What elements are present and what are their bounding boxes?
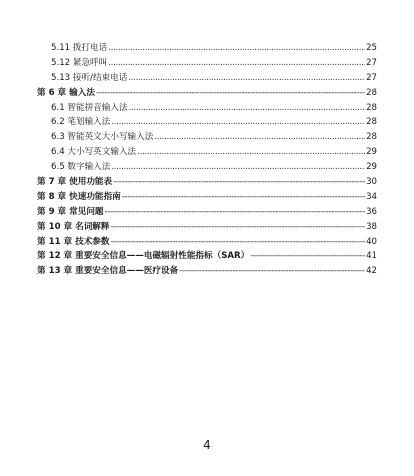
toc-entry[interactable] (37, 71, 377, 86)
toc-entry-page: 29 (366, 162, 377, 173)
toc-entry-page: 34 (366, 191, 377, 202)
toc-entry[interactable] (37, 130, 377, 145)
toc-chapter-entry[interactable] (37, 249, 377, 264)
toc-chapter-entry[interactable] (37, 220, 377, 235)
toc-entry-page: 27 (366, 72, 377, 83)
toc-entry-page: 38 (366, 221, 377, 232)
dot-leader (108, 56, 365, 71)
toc-entry-page: 28 (366, 87, 377, 98)
toc-entry-title: 6.3 智能英文大小写输入法 (51, 132, 154, 143)
toc-entry-title: 6.2 笔划输入法 (51, 117, 111, 128)
toc-entry[interactable] (37, 56, 377, 71)
dash-leader (113, 175, 365, 190)
toc-entry-page: 28 (366, 132, 377, 143)
toc-entry-page: 29 (366, 147, 377, 158)
toc-entry[interactable] (37, 41, 377, 56)
toc-entry[interactable] (37, 101, 377, 116)
toc-chapter-entry[interactable] (37, 264, 377, 279)
dash-leader (105, 205, 366, 220)
toc-entry-page: 30 (366, 177, 377, 188)
dash-leader (111, 235, 366, 250)
toc-entry[interactable] (37, 160, 377, 175)
table-of-contents (37, 41, 377, 279)
toc-entry-title: 5.12 紧急呼叫 (51, 57, 108, 68)
dash-leader (122, 190, 365, 205)
dot-leader (108, 41, 365, 56)
dash-leader (179, 264, 365, 279)
toc-entry-page: 42 (366, 266, 377, 277)
toc-entry-title: 6.1 智能拼音输入法 (51, 102, 128, 113)
dot-leader (111, 115, 365, 130)
toc-chapter-title: 第 11 章 技术参数 (37, 236, 110, 247)
dot-leader (154, 130, 365, 145)
toc-entry-page: 28 (366, 117, 377, 128)
toc-chapter-entry[interactable] (37, 175, 377, 190)
dot-leader (137, 145, 365, 160)
toc-entry-page: 27 (366, 57, 377, 68)
dash-leader (250, 249, 365, 264)
toc-chapter-title: 第 13 章 重要安全信息——医疗设备 (37, 266, 179, 277)
page-number: 4 (203, 438, 211, 452)
toc-chapter-title: 第 12 章 重要安全信息——电磁辐射性能指标（SAR） (37, 251, 250, 262)
toc-entry-page: 28 (366, 102, 377, 113)
dash-leader (111, 220, 366, 235)
toc-entry-page: 40 (366, 236, 377, 247)
toc-chapter-title: 第 6 章 输入法 (37, 87, 95, 98)
toc-chapter-title: 第 8 章 快速功能指南 (37, 191, 121, 202)
toc-entry-title: 5.11 拨打电话 (51, 43, 108, 53)
toc-entry-page: 36 (366, 206, 377, 217)
toc-entry-page: 41 (366, 251, 377, 262)
toc-chapter-title: 第 10 章 名词解释 (37, 221, 110, 232)
toc-entry-title: 6.5 数字输入法 (51, 162, 111, 173)
toc-chapter-title: 第 9 章 常见问题 (37, 206, 104, 217)
dash-leader (96, 86, 365, 101)
toc-entry-title: 5.13 接听/结束电话 (51, 72, 128, 83)
toc-chapter-entry[interactable] (37, 86, 377, 101)
toc-entry-title: 6.4 大小写英文输入法 (51, 147, 137, 158)
toc-entry[interactable] (37, 145, 377, 160)
toc-chapter-entry[interactable] (37, 235, 377, 250)
toc-entry[interactable] (37, 115, 377, 130)
toc-chapter-entry[interactable] (37, 190, 377, 205)
toc-entry-page: 25 (366, 43, 377, 53)
dot-leader (129, 101, 366, 116)
dot-leader (111, 160, 365, 175)
toc-chapter-entry[interactable] (37, 205, 377, 220)
dot-leader (128, 71, 365, 86)
toc-chapter-title: 第 7 章 使用功能表 (37, 177, 113, 188)
